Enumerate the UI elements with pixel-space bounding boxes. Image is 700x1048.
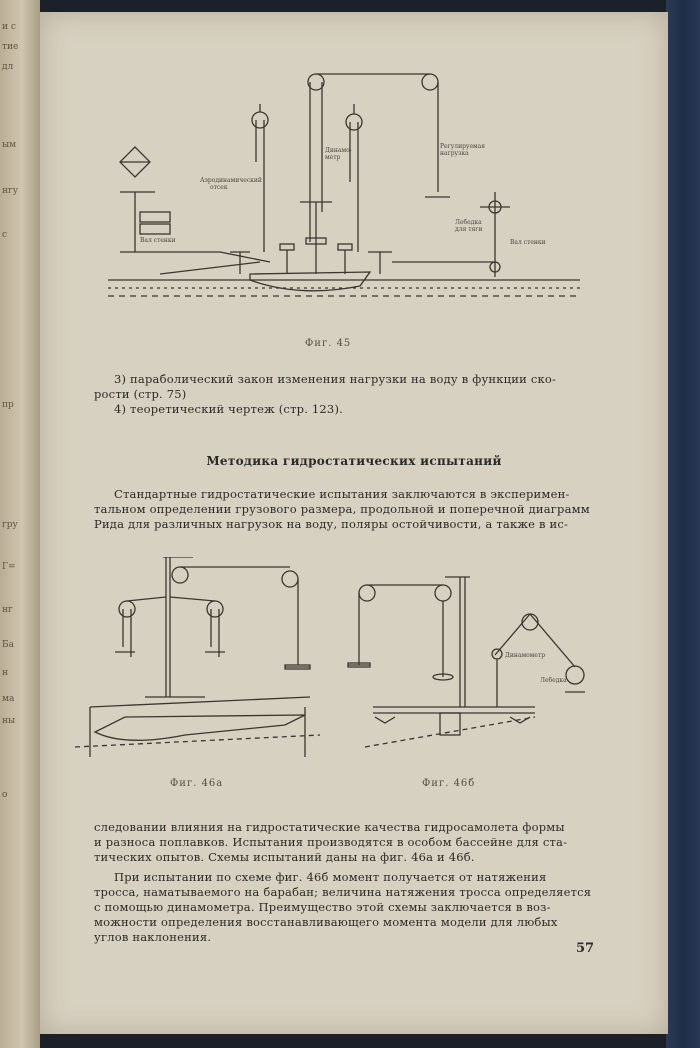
adjacent-page-fragment: н (2, 668, 8, 678)
adjacent-page-fragment: тие (2, 42, 19, 52)
adjacent-page-fragment: и с (2, 22, 16, 32)
adjacent-page-fragment: с (2, 230, 8, 240)
paragraph-3 (94, 870, 634, 945)
svg-text:метр: метр (325, 154, 341, 161)
svg-text:Лебедка: Лебедка (455, 219, 482, 226)
svg-text:Вал стенки: Вал стенки (510, 239, 546, 246)
adjacent-page-fragment: ым (2, 140, 17, 150)
adjacent-page-fragment: нгу (2, 186, 19, 196)
figure-46b-caption: Фиг. 46б (422, 778, 476, 789)
adjacent-page-fragment: Г= (2, 562, 16, 572)
adjacent-page-fragment: ны (2, 716, 16, 726)
figure-45-diagram (100, 52, 600, 302)
paragraph-1-line-1: Стандартные гидростатические испытания заключаются в эксперимен- (114, 487, 570, 501)
paragraph-2-line-2: и разноса поплавков. Испытания производятся в особом бассейне для ста- (94, 835, 568, 849)
svg-text:Динамо-: Динамо- (325, 147, 352, 154)
svg-text:для тяги: для тяги (455, 226, 483, 233)
adjacent-page-fragment: пр (2, 400, 14, 410)
svg-text:Вал стенки: Вал стенки (140, 237, 176, 244)
paragraph-1-line-2: тальном определении грузового размера, продольной и поперечной диаграмм (94, 502, 590, 516)
paragraph-2 (94, 820, 634, 865)
paragraph-1 (94, 487, 634, 532)
list-item-3 (94, 372, 614, 402)
book-page (40, 12, 668, 1034)
figure-46-diagrams (65, 557, 625, 757)
paragraph-1-line-3: Рида для различных нагрузок на воду, поляры остойчивости, а также в ис- (94, 517, 569, 531)
svg-text:Динамометр: Динамометр (505, 652, 546, 659)
adjacent-page-fragment: дл (2, 62, 14, 72)
paragraph-3-line-2: тросса, наматываемого на барабан; величина натяжения тросса определяется (94, 885, 592, 899)
paragraph-3-line-3: с помощью динамометра. Преимущество этой схемы заключается в воз- (94, 900, 551, 914)
paragraph-3-line-5: углов наклонения. (94, 930, 212, 944)
adjacent-page-fragment: Ба (2, 640, 14, 650)
adjacent-page-fragment: гру (2, 520, 18, 530)
list-item-4: 4) теоретический чертеж (стр. 123). (114, 402, 343, 416)
section-heading: Методика гидростатических испытаний (206, 454, 502, 468)
page-number: 57 (576, 941, 595, 956)
book-cover-edge (666, 0, 700, 1048)
svg-text:Регулируемая: Регулируемая (440, 143, 486, 150)
paragraph-3-line-4: можности определения восстанавливающего момента модели для любых (94, 915, 558, 929)
svg-text:нагрузка: нагрузка (440, 150, 469, 157)
paragraph-2-line-1: следовании влияния на гидростатические качества гидросамолета формы (94, 820, 565, 834)
figure-45-caption: Фиг. 45 (305, 338, 352, 349)
paragraph-3-line-1: При испытании по схеме фиг. 46б момент получается от натяжения (114, 870, 547, 884)
svg-text:Аэродинамический: Аэродинамический (200, 177, 262, 184)
figure-46a-caption: Фиг. 46а (170, 778, 224, 789)
svg-text:Лебедка: Лебедка (540, 677, 567, 684)
svg-text:отсек: отсек (210, 184, 228, 191)
list-item-3-line1: 3) параболический закон изменения нагрузки на воду в функции ско- (114, 372, 557, 386)
adjacent-page-fragment: нг (2, 605, 13, 615)
paragraph-2-line-3: тических опытов. Схемы испытаний даны на фиг. 46а и 46б. (94, 850, 475, 864)
adjacent-page-fragment: о (2, 790, 8, 800)
adjacent-page-fragment: ма (2, 694, 15, 704)
list-item-3-line2: рости (стр. 75) (94, 387, 187, 401)
